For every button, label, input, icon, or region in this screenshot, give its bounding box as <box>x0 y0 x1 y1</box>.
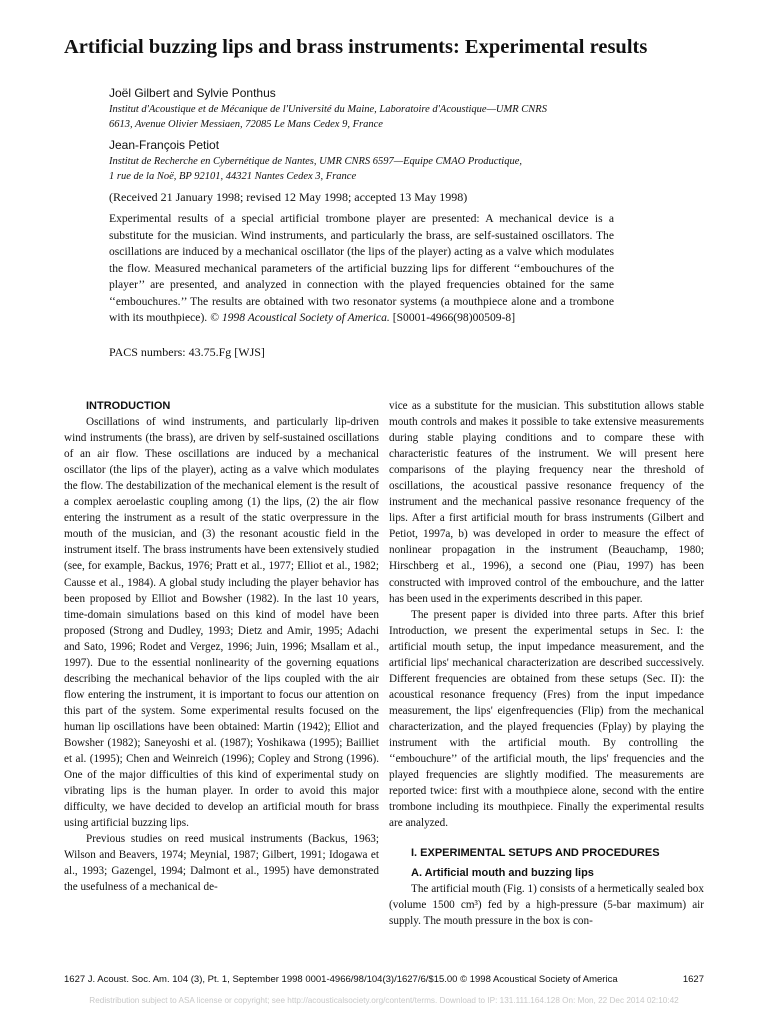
footer-citation: 1627 J. Acoust. Soc. Am. 104 (3), Pt. 1, September 1998 0001-4966/98/104(3)/1627/6/$15.00 © 1998 Acoustical Society of America <box>64 974 618 985</box>
author-affiliation-1: Institut d'Acoustique et de Mécanique de l'Université du Maine, Laboratoire d'Acoustique—UMR CNRS 6613, Avenue Olivier Messiaen, 72085 Le Mans Cedex 9, France <box>109 104 547 130</box>
redistribution-notice: Redistribution subject to ASA license or copyright; see http://acousticalsociety.org/content/terms. Download to IP: 131.111.164.128 On: Mon, 22 Dec 2014 02:10:42 <box>89 996 679 1005</box>
paragraph: Oscillations of wind instruments, and particularly lip-driven wind instruments (the brass), are driven by self-sustained oscillations of an air flow. These oscillations are induced by a mechanical oscillator (the lips of the player), acting as a valve which modulates the flow. The destabilization of the mechanical element is the result of a complex aeroelastic coupling among (1) the lips, (2) the air flow entering the instrument as a result of the static overpressure in the mouth of the musician, and (3) the resonant acoustic field in the instrument itself. The brass instruments have been extensively studied (see, for example, Backus, 1976; Pratt et al., 1977; Elliot et al., 1982; Causse et al., 1984). A global study including the player behavior has been proposed by Elliot and Bowsher (1982). In the last 10 years, time-domain simulations based on this kind of model have been proposed (Strong and Dudley, 1993; Dietz and Amir, 1995; Adachi and Sato, 1996; Rodet and Vergez, 1996; Juin, 1996; Msallam et al., 1997). Due to the essential nonlinearity of the governing equations describing the mechanical behavior of the lips coupled with the air flow entering the instrument, it is important to focus our attention on this part of the system. Some experimental results focused on the human lip oscillations have been obtained: Martin (1942); Elliot and Bowsher (1982); Saneyoshi et al. (1987); Yoshikawa (1995); Bailliet et al. (1995); Chen and Weinreich (1996); Copley and Strong (1996). One of the major difficulties of this kind of experimental study on vibrating lips is the human player. In order to avoid this major difficulty, we have decided to develop an artificial mouth for brass using artificial buzzing lips. <box>64 416 379 830</box>
subsection-heading-artificial-mouth: A. Artificial mouth and buzzing lips <box>411 867 594 880</box>
author-affiliation-2: Institut de Recherche en Cybernétique de Nantes, UMR CNRS 6597—Equipe CMAO Productique, 1 rue de la Noë, BP 92101, 44321 Nantes Cedex 3, France <box>109 156 523 182</box>
pacs-numbers: PACS numbers: 43.75.Fg [WJS] <box>109 345 265 359</box>
paragraph: vice as a substitute for the musician. This substitution allows stable mouth controls and makes it possible to take extensive measurements during stable playing conditions and to compare these with characteristic features of the instrument. We will present here comparisons of the playing frequency near the threshold of oscillations, the acoustical passive resonance frequency of the instrument and the mechanical passive resonance frequency of the lips. After a first artificial mouth for brass instruments (Gilbert and Petiot, 1997a, b) was developed in order to measure the effect of nonlinear propagation in the instrument (Beauchamp, 1980; Hirschberg et al., 1996), a second one (Piau, 1997) has been constructed with improved control of the embouchure, and the latter has been used in the experiments described in this paper. <box>389 400 704 605</box>
section-heading-experimental: I. EXPERIMENTAL SETUPS AND PROCEDURES <box>411 847 660 860</box>
footer-page-number: 1627 <box>682 974 704 985</box>
left-column <box>64 398 379 895</box>
paragraph: Previous studies on reed musical instruments (Backus, 1963; Wilson and Beavers, 1974; Meynial, 1987; Gilbert, 1991; Idogawa et al., 1993; Gazengel, 1994; Dalmont et al., 1995) have demonstrated the usefulness of a mechanical de- <box>64 833 379 894</box>
paragraph: The present paper is divided into three parts. After this brief Introduction, we present the experimental setups in Sec. I: the artificial mouth setup, the input impedance measurement, and the artificial lips' mechanical characterization are described successively. Different frequencies are obtained from these setups (Sec. II): the acoustical resonance frequency (Fres) from the input impedance measurement, the lips' eigenfrequencies (Flip) from the mechanical characterization, and the played frequencies (Fplay) by playing the instrument with the artificial mouth. By controlling the ‘‘embouchure’’ of the artificial mouth, the lips' frequencies and the played frequencies are slightly modified. The measurements are reported twice: first with a mouthpiece alone, second with the entire trombone including its mouthpiece. Finally the experimental results are analyzed. <box>389 608 704 830</box>
author-names-2: Jean-François Petiot <box>109 138 220 152</box>
abstract-copyright: © 1998 Acoustical Society of America. <box>210 311 390 324</box>
right-column <box>389 398 704 930</box>
paper-title: Artificial buzzing lips and brass instruments: Experimental results <box>64 36 648 58</box>
page-footer <box>64 974 704 985</box>
paragraph: The artificial mouth (Fig. 1) consists of a hermetically sealed box (volume 1500 cm³) fed by a high-pressure (5-bar maximum) air supply. The mouth pressure in the box is con- <box>389 883 704 928</box>
section-heading-introduction: INTRODUCTION <box>86 400 171 412</box>
abstract-text: Experimental results of a special artificial trombone player are presented: A mechanical device is a substitute for the musician. Wind instruments, and particularly the brass, are self-sustained oscillators. The oscillations are induced by a mechanical oscillator (the lips of the player) acting as a valve which modulates the flow. Measured mechanical parameters of the artificial buzzing lips for different ‘‘embouchures of the player’’ are presented, and analyzed in connection with the played frequencies obtained for the same ‘‘embouchures.’’ The results are obtained with two resonator systems (a mouthpiece alone and a trombone with its mouthpiece). <box>109 212 614 324</box>
abstract-doi: [S0001-4966(98)00509-8] <box>392 311 516 324</box>
received-dates: (Received 21 January 1998; revised 12 May 1998; accepted 13 May 1998) <box>109 190 468 204</box>
author-names-1: Joël Gilbert and Sylvie Ponthus <box>109 86 276 100</box>
abstract <box>109 211 614 327</box>
